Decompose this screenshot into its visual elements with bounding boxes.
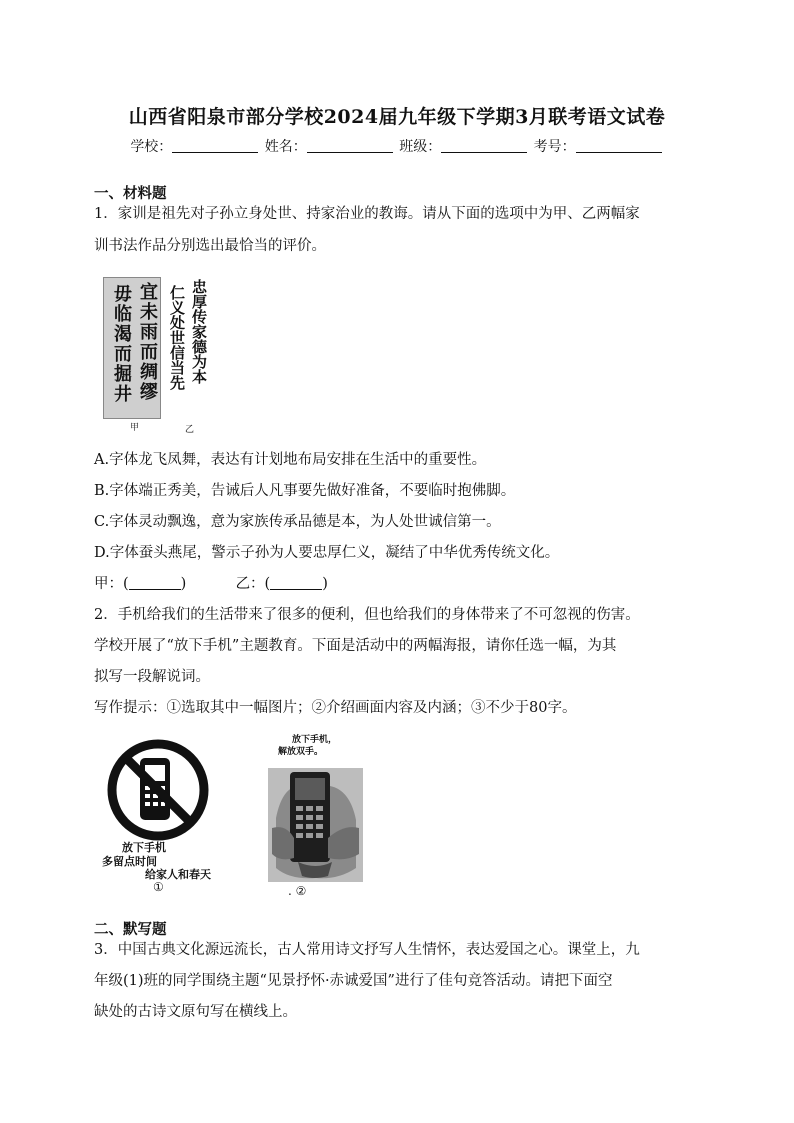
q3-text-line2: 年级(1)班的同学围绕主题“见景抒怀·赤诚爱国”进行了佳句竞答活动。请把下面空 xyxy=(94,973,613,989)
option-d: D.字体蚕头燕尾，警示子孙为人要忠厚仁义，凝结了中华优秀传统文化。 xyxy=(94,545,560,561)
answer-jia-close: ) xyxy=(180,576,187,592)
class-label: 班级： xyxy=(399,139,442,155)
poster2-text-line2: 解放双手。 xyxy=(278,747,324,757)
poster2-figure xyxy=(268,732,363,882)
calligraphy-jia-panel xyxy=(103,277,161,419)
poster2-text-line1: 放下手机， xyxy=(292,735,338,745)
q3-text-line1: 3．中国古典文化源远流长，古人常用诗文抒写人生情怀，表达爱国之心。课堂上，九 xyxy=(94,942,640,958)
option-b: B.字体端正秀美，告诫后人凡事要先做好准备，不要临时抱佛脚。 xyxy=(94,483,516,499)
poster1-text-line1: 放下手机 xyxy=(122,841,166,854)
poster1-number: ① xyxy=(153,880,164,894)
option-c: C.字体灵动飘逸，意为家族传承品德是本，为人处世诚信第一。 xyxy=(94,514,501,530)
answer-yi-blank[interactable] xyxy=(270,575,322,590)
q1-text-line2: 训书法作品分别选出最恰当的评价。 xyxy=(94,238,326,254)
poster2-number: . ② xyxy=(288,884,307,898)
name-blank[interactable] xyxy=(307,138,393,153)
option-a: A.字体龙飞凤舞，表达有计划地布局安排在生活中的重要性。 xyxy=(94,452,487,468)
exam-no-label: 考号： xyxy=(533,139,576,155)
label-jia: 甲 xyxy=(130,423,140,433)
school-blank[interactable] xyxy=(172,138,258,153)
answer-jia-blank[interactable] xyxy=(129,575,181,590)
calligraphy-figure xyxy=(103,277,215,417)
q2-text-line3: 拟写一段解说词。 xyxy=(94,669,210,685)
page-title: 山西省阳泉市部分学校2024届九年级下学期3月联考语文试卷 xyxy=(128,106,666,128)
label-yi: 乙 xyxy=(185,425,195,435)
school-label: 学校： xyxy=(130,139,173,155)
poster1-text-line3: 给家人和春天 xyxy=(145,868,211,881)
class-blank[interactable] xyxy=(441,138,527,153)
section-heading-2: 二、默写题 xyxy=(94,921,167,938)
exam-no-blank[interactable] xyxy=(576,138,662,153)
q1-text-line1: 1．家训是祖先对子孙立身处世、持家治业的教诲。请从下面的选项中为甲、乙两幅家 xyxy=(94,206,640,222)
calligraphy-yi-col1: 忠厚传家德为本 xyxy=(190,279,208,384)
answer-yi-close: ) xyxy=(322,576,328,592)
poster1-text-line2: 多留点时间 xyxy=(102,855,157,868)
q3-text-line3: 缺处的古诗文原句写在横线上。 xyxy=(94,1004,297,1020)
q2-writing-hint: 写作提示：①选取其中一幅图片；②介绍画面内容及内涵；③不少于80字。 xyxy=(94,700,577,716)
no-phone-sign-icon xyxy=(102,738,214,842)
calligraphy-jia-col2: 毋临渴而掘井 xyxy=(111,284,132,404)
answer-jia-label: 甲：( xyxy=(94,576,129,592)
q1-answer-line xyxy=(94,574,328,594)
name-label: 姓名： xyxy=(264,139,307,155)
hands-holding-phone-icon xyxy=(268,758,363,882)
answer-yi-label: 乙：( xyxy=(235,576,271,592)
calligraphy-jia-col1: 宜未雨而绸缪 xyxy=(137,282,158,402)
student-info-line xyxy=(0,136,794,156)
section-heading-1: 一、材料题 xyxy=(94,185,167,202)
q2-text-line1: 2．手机给我们的生活带来了很多的便利，但也给我们的身体带来了不可忽视的伤害。 xyxy=(94,607,640,623)
calligraphy-yi-col2: 仁义处世信当先 xyxy=(168,285,186,390)
q2-text-line2: 学校开展了“放下手机”主题教育。下面是活动中的两幅海报，请你任选一幅，为其 xyxy=(94,638,617,654)
